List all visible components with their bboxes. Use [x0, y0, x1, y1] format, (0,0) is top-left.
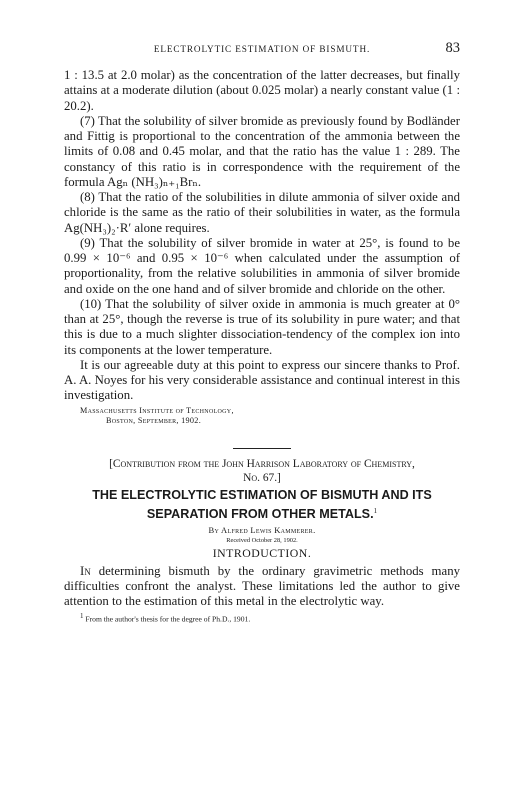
contribution-line-2: No. 67.]: [243, 471, 281, 484]
paragraph-conclusion-8: (8) That the ratio of the solubilities in dilute ammonia of silver oxide and chloride is the same as the ratio of their solubilities in water, as the formula Ag(NH₃)₂·R′ alone requires.: [64, 190, 460, 235]
contribution-line-1: [Contribution from the John Harrison Laboratory of Chemistry,: [109, 457, 415, 470]
introduction-text: [64, 564, 460, 610]
footnote-text: From the author's thesis for the degree of Ph.D., 1901.: [83, 614, 251, 624]
introduction-paragraph: [64, 564, 460, 610]
intro-lead-word: In: [80, 563, 91, 578]
paragraph-acknowledgement: It is our agreeable duty at this point to express our sincere thanks to Prof. A. A. Noyes for his very considerable assistance and continual interest in this investigation.: [64, 357, 460, 403]
paragraph-conclusion-7: (7) That the solubility of silver bromide as previously found by Bodländer and Fittig is proportional to the concentration of the ammonia between the limits of 0.08 and 0.45 molar, and that the ratio has the value 1 : 289. The constancy of this ratio is in correspondence with the requirement of the formula Agₙ (NH₃)ₙ₊₁Brₙ.: [64, 113, 460, 189]
running-title: ELECTROLYTIC ESTIMATION OF BISMUTH.: [153, 44, 371, 54]
title-footnote-mark: 1: [373, 506, 378, 515]
conclusions-text: [64, 68, 460, 404]
article-title: [64, 487, 460, 522]
paragraph-conclusion-9: (9) That the solubility of silver bromide in water at 25°, is found to be 0.99 × 10⁻⁶ and 0.95 × 10⁻⁶ when calculated under the assumption of proportionality, from the relative solubilities in ammonia of silver bromide and oxide on the one hand and of silver bromide and chloride on the other.: [64, 235, 460, 296]
address-line-2: Boston, September, 1902.: [106, 416, 202, 425]
article-author: By Alfred Lewis Kammerer.: [208, 524, 316, 535]
intro-body: determining bismuth by the ordinary gravimetric methods many difficulties confront the analyst. These limitations led the author to give attention to the estimation of this metal in the electrolytic way.: [64, 563, 460, 609]
article-title-line-2-text: SEPARATION FROM OTHER METALS.: [146, 506, 374, 521]
page-number: 83: [445, 40, 460, 56]
footnote: [80, 612, 460, 624]
institution-address: [80, 406, 460, 427]
section-divider: [233, 448, 291, 449]
journal-page: [64, 40, 460, 624]
contribution-note: [64, 457, 460, 485]
footnote-mark: 1: [80, 612, 84, 621]
article-title-line-2: [64, 503, 460, 522]
running-header: [64, 40, 460, 60]
paragraph-conclusion-10: (10) That the solubility of silver oxide in ammonia is much greater at 0° than at 25°, though the reverse is true of its solubility in pure water; and that this is due to a much slighter dissociation-tendency of the complex ion into its components at the lower temperature.: [64, 296, 460, 357]
article-title-line-1: THE ELECTROLYTIC ESTIMATION OF BISMUTH AND ITS: [92, 487, 432, 502]
address-line-1: Massachusetts Institute of Technology,: [80, 405, 234, 415]
received-date: Received October 28, 1902.: [226, 536, 298, 544]
paragraph-continuation: 1 : 13.5 at 2.0 molar) as the concentration of the latter decreases, but finally attains at a moderate dilution (about 0.025 molar) a nearly constant value (1 : 20.2).: [64, 68, 460, 113]
section-heading: INTRODUCTION.: [212, 545, 312, 560]
